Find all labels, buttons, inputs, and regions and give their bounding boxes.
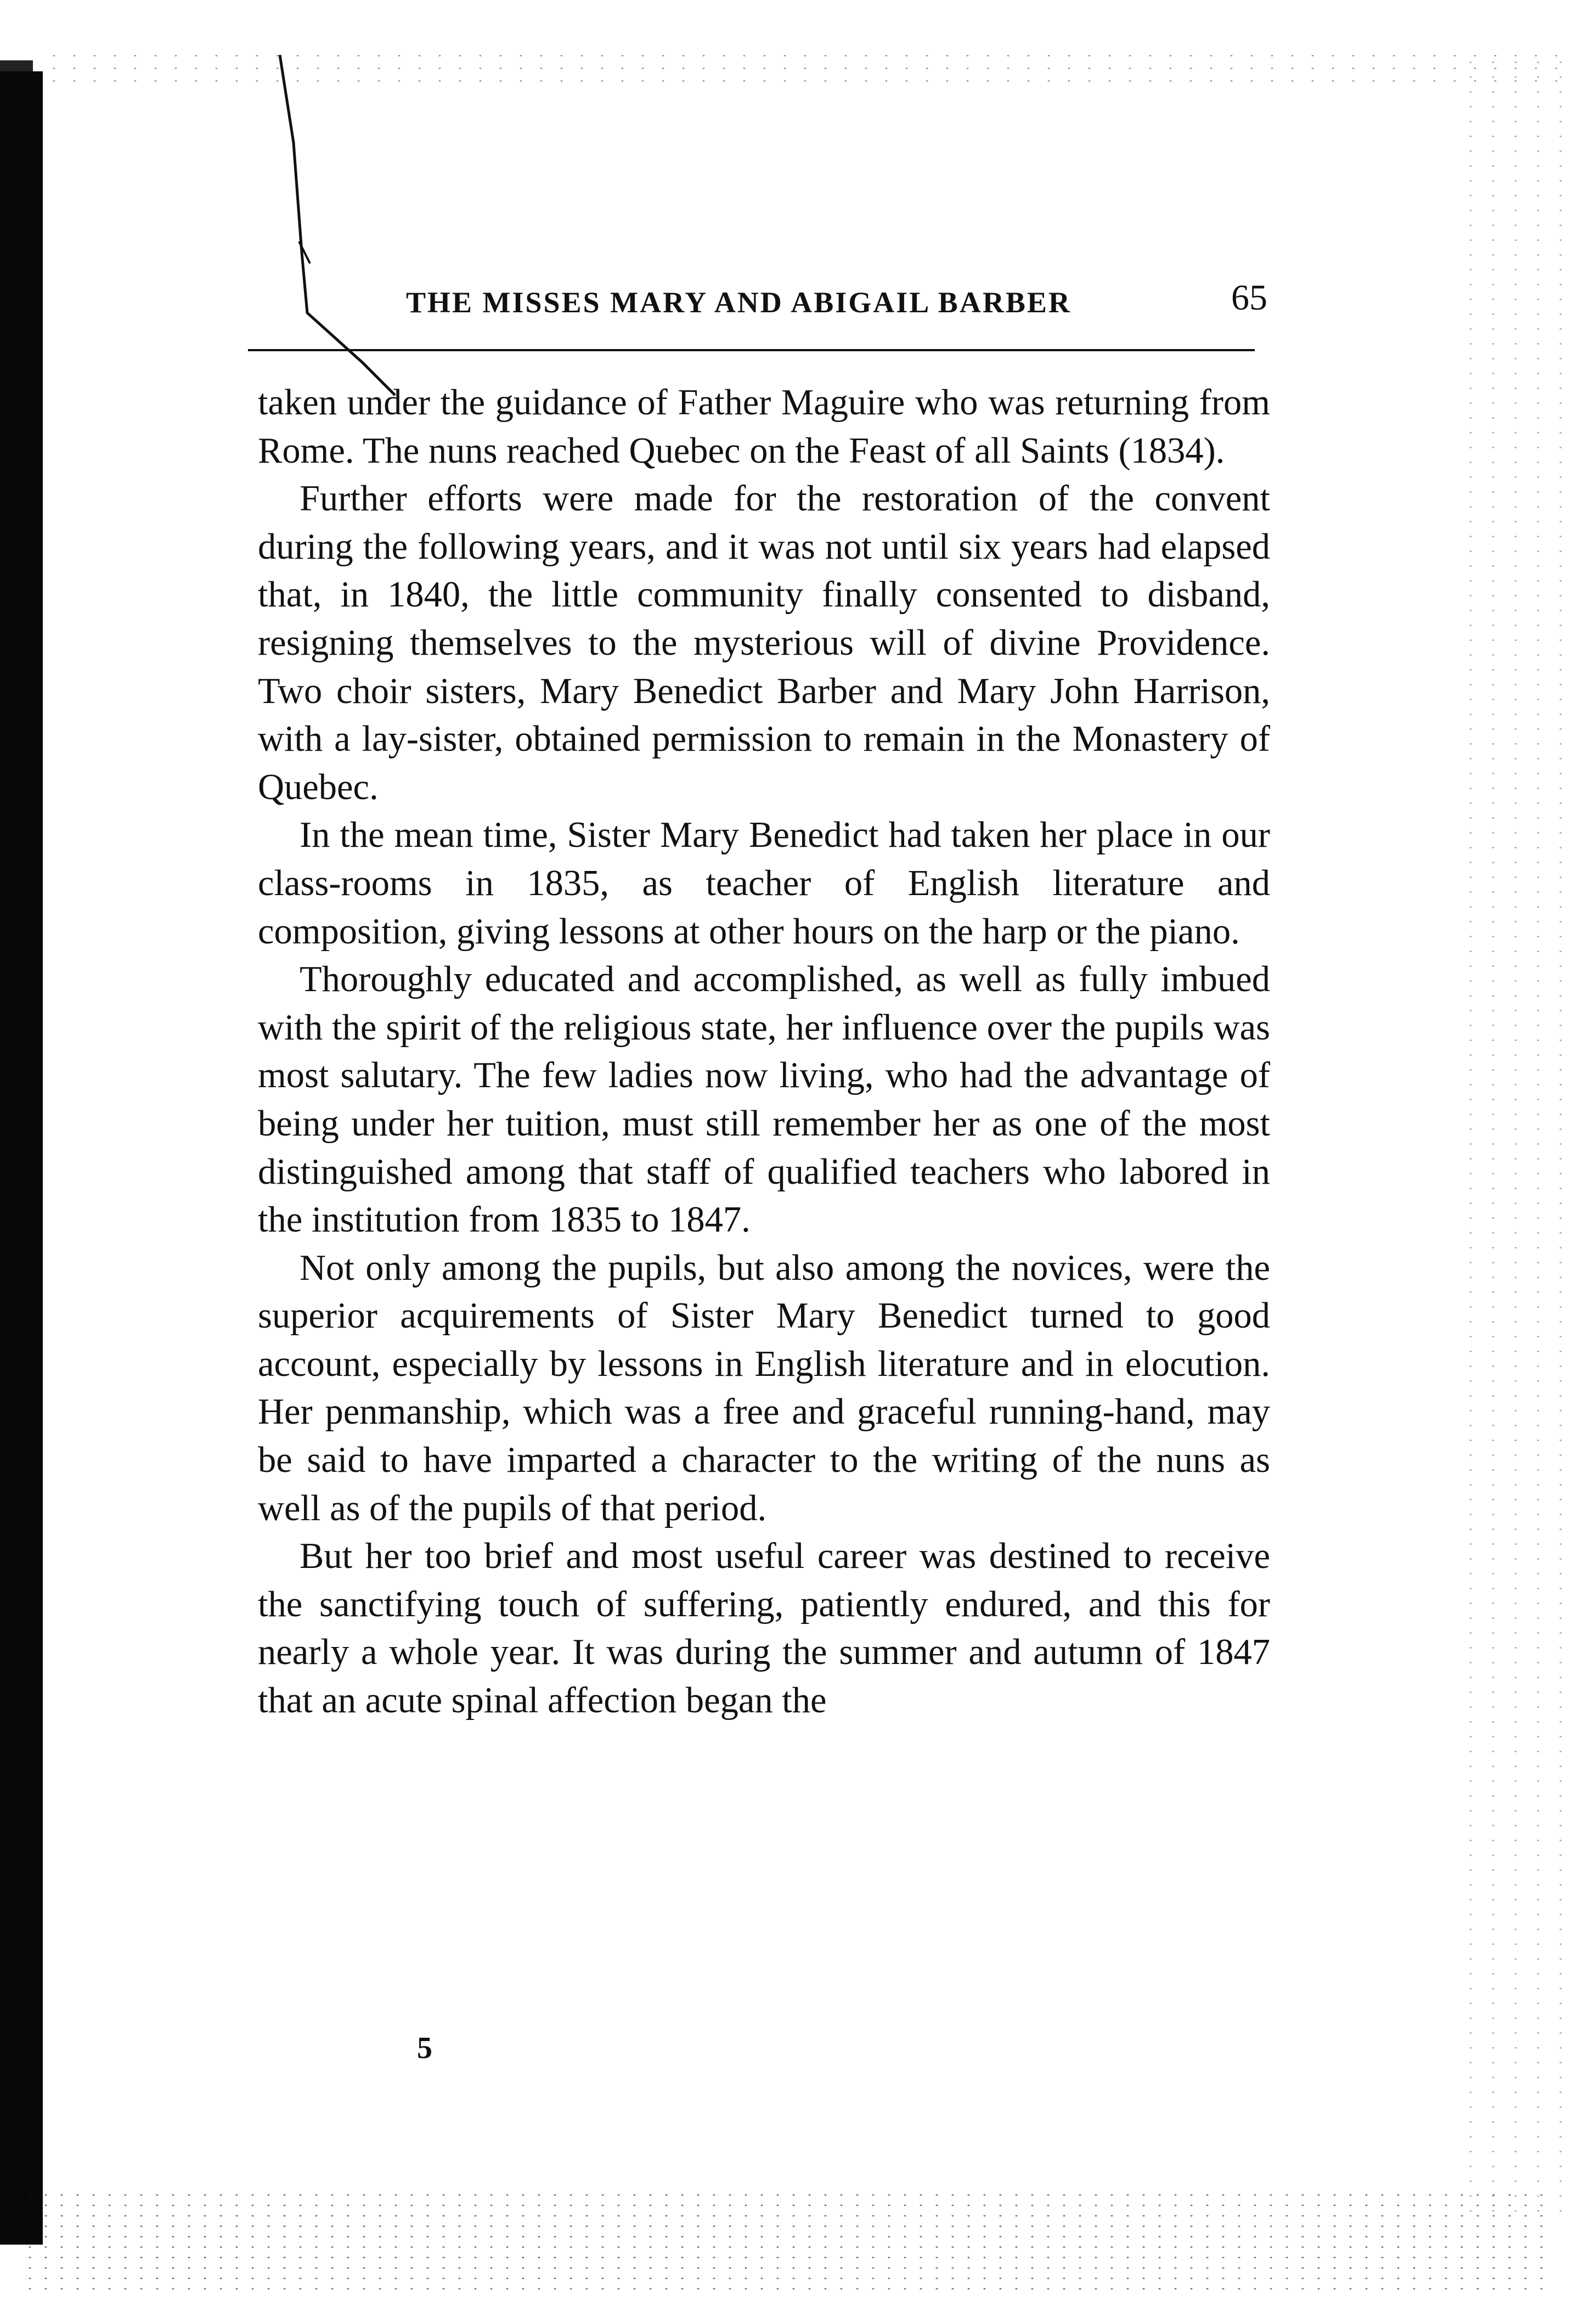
binding-edge-shadow bbox=[0, 71, 43, 2245]
paragraph-5: Not only among the pupils, but also among the novices, were the superior acquirements of Sister Mary Benedict turned to good account, especially by lessons in English literature and in elocution. Her penmanship, which was a free and graceful running-hand, may be said to have imparted a character to the writing of the nuns as well as of the pupils of that period. bbox=[258, 1247, 1270, 1528]
paragraph-1: taken under the guidance of Father Maguire who was returning from Rome. The nuns reached Quebec on the Feast of all Saints (1834). bbox=[258, 383, 1270, 471]
body-text bbox=[258, 379, 1270, 1725]
paragraph-3: In the mean time, Sister Mary Benedict had taken her place in our class-rooms in 1835, as teacher of English literature and composition, giving lessons at other hours on the harp or the piano. bbox=[258, 815, 1270, 952]
pencil-annotation-mark bbox=[269, 55, 411, 406]
scan-noise-right bbox=[1459, 55, 1569, 2223]
paragraph-2: Further efforts were made for the restoration of the convent during the following years, and it was not until six years had elapsed that, in 1840, the little community finally consented to disband, resigning themselves to the mysterious will of divine Providence. Two choir sisters, Mary Benedict Barber and Mary John Harrison, with a lay-sister, obtained permission to remain in the Monastery of Quebec. bbox=[258, 479, 1270, 807]
running-head-title: THE MISSES MARY AND ABIGAIL BARBER bbox=[406, 286, 1071, 319]
paragraph-4: Thoroughly educated and accomplished, as well as fully imbued with the spirit of the religious state, her influence over the pupils was most salutary. The few ladies now living, who had the advantage of being under her tuition, must still remember her as one of the most distinguished among that staff of qualified teachers who labored in the institution from 1835 to 1847. bbox=[258, 959, 1270, 1240]
page-number: 65 bbox=[1231, 278, 1267, 318]
paragraph-6: But her too brief and most useful career was destined to receive the sanctifying touch of suffering, patiently endured, and this for nearly a whole year. It was during the summer and autumn of 1847 that an acute spinal affection began the bbox=[258, 1536, 1270, 1721]
signature-mark: 5 bbox=[417, 2031, 432, 2065]
scan-noise-bottom bbox=[22, 2190, 1547, 2294]
header-rule bbox=[248, 349, 1255, 351]
